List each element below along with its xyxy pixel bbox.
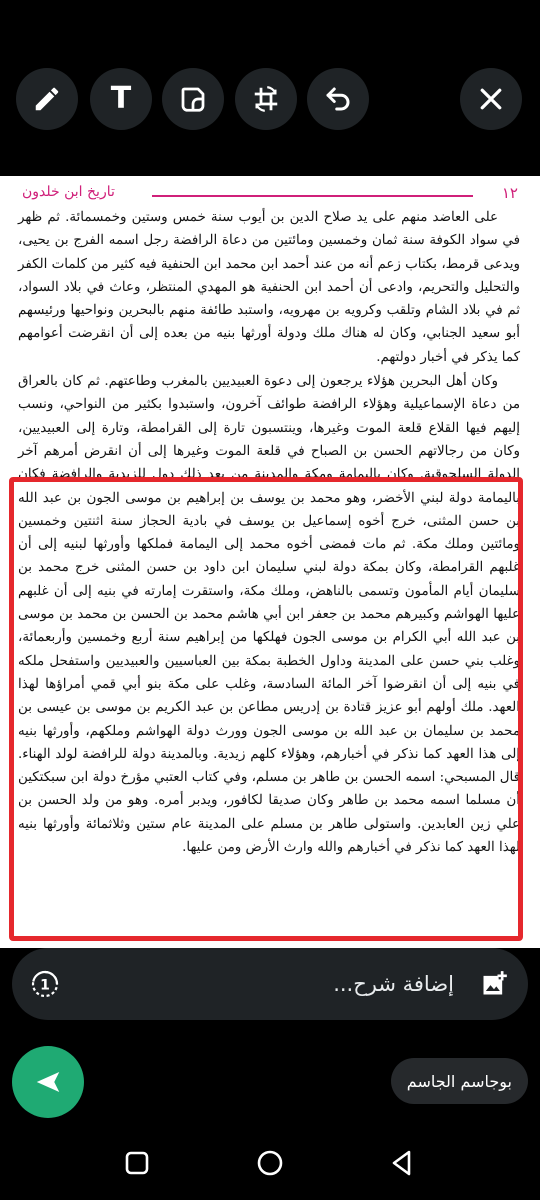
crop-rotate-icon [251,84,281,114]
editor-toolbar [0,0,540,176]
caption-input[interactable] [76,964,454,1004]
send-icon [33,1067,63,1097]
header-divider [152,195,473,197]
sticker-button[interactable] [162,68,224,130]
red-highlight-rectangle[interactable] [9,477,523,941]
system-navigation-bar [0,1125,540,1200]
book-title: تاريخ ابن خلدون [22,184,115,200]
add-media-icon[interactable] [480,970,508,998]
undo-button[interactable] [307,68,369,130]
send-button[interactable] [12,1046,84,1118]
view-once-label: 1 [40,977,50,994]
recipient-chip[interactable] [391,1058,528,1104]
recents-icon[interactable] [120,1146,154,1180]
view-once-icon[interactable] [30,969,60,999]
paragraph: على العاضد منهم على يد صلاح الدين بن أيوب سنة خمس وستين وخمسمائة. ثم ظهر في سواد الكوفة سنة ثمان وخمسين ومائتين من دعاة الرافضة رجل اسمه الفرج بن يحيى، ويدعى قرمط، بكتاب زعم أنه من عند أحمد ابن محمد ابن الحنفية فيه كثير من كلمات الكفر والتحليل والتحريم، وادعى أن أحمد ابن الحنفية هو المهدي المنتظر، وعاث في بلاد السواد، ثم في بلاد الشام وتلقب وكرويه بن مهرويه، واستبد طائفة منهم بالبحرين ونواحيها ورئيسهم أبو سعيد الجنابي، وكان له هناك ملك ودولة أورثها بنيه من بعده إلى أن انقرضت أعوامهم كما يذكر في أخبار دولتهم. [18,210,520,365]
crop-rotate-button[interactable] [235,68,297,130]
caption-bar [12,948,528,1020]
undo-icon [323,84,353,114]
back-icon[interactable] [385,1146,419,1180]
paragraph: وكان أهل البحرين هؤلاء يرجعون إلى دعوة العبيديين بالمغرب وطاعتهم. ثم كان بالعراق من دعاة الإسماعيلية وهؤلاء الرافضة طوائف آخرون، واستبدوا بكثير من النواحي، ونسب إليهم فيها القلاع قلعة الموت وغيرها، وينتسبون تارة إلى القرامطة، وتارة إلى العبيديين، وكان من رجالاتهم الحسن بن الصباح في قلعة الموت وغيرها إلى أن انقرض أمرهم آخر الدولة السلجوقية. وكان باليمامة ومكة والمدينة من بعد ذلك دول للزيدية والرافضة فكان باليمامة دولة لبني الأخضر، وهو محمد بن يوسف بن إبراهيم بن موسى الجون بن عبد الله بن حسن المثنى، خرج أخوه إسماعيل بن يوسف في بادية الحجاز سنة اثنتين وخمسين ومائتين وملك مكة. ثم مات فمضى أخوه محمد إلى اليمامة فملكها وأورثها لبنيه إلى أن غلبهم القرامطة، وكان بمكة دولة لبني سليمان ابن داود بن حسن المثنى خرج محمد بن سليمان أيام المأمون وتسمى بالناهض، وملك مكة، واستقرت إمارته في بنيه إلى أن غلبهم عليها الهواشم وكبيرهم محمد بن جعفر ابن أبي هاشم محمد بن الحسن بن محمد بن موسى بن عبد الله أبي الكرام بن موسى الجون فهلكها من إبراهيم سنة أربع وخمسين وأربعمائة، وغلب بني حسن على المدينة وداول الخطبة بمكة بين العباسيين والعبيديين واستفحل ملكه في بنيه إلى أن انقرضوا آخر المائة السادسة، وغلب على مكة بنو أبي قمي أمراؤها لهذا العهد. ملك أولهم أبو عزيز قتادة بن إدريس مطاعن بن عبد الكريم بن موسى بن عيسى بن محمد بن سليمان بن عبد الله بن موسى الجون وورث دولة الهواشم وملكهم، وأورثها بنيه إلى هذا العهد كما نذكر في أخبارهم، وهؤلاء كلهم زيدية. وبالمدينة دولة للرافضة لولد الهناء. قال المسبحي: اسمه الحسن بن طاهر بن مسلم، وفي كتاب العتبي مؤرخ دولة ابن سبكتكين أن مسلما اسمه محمد بن طاهر وكان صديقا لكافور، ويدبر أمره. وهو من ولد الحسن بن علي زين العابدين. واستولى طاهر بن مسلم على المدينة عام ستين وثلاثمائة وأورثها بنيه لهذا العهد كما نذكر في أخبارهم والله وارث الأرض ومن عليها. [18,374,520,856]
text-icon: T [110,81,132,116]
draw-button[interactable] [16,68,78,130]
close-button[interactable] [460,68,522,130]
sticker-icon [178,84,208,114]
close-icon [476,84,506,114]
home-icon[interactable] [253,1146,287,1180]
recipient-name: بوجاسم الجاسم [406,1071,512,1091]
text-tool-button[interactable] [90,68,152,130]
document-image[interactable] [0,176,540,948]
pencil-icon [32,84,62,114]
page-header [22,184,518,206]
page-number: ١٢ [501,184,518,202]
